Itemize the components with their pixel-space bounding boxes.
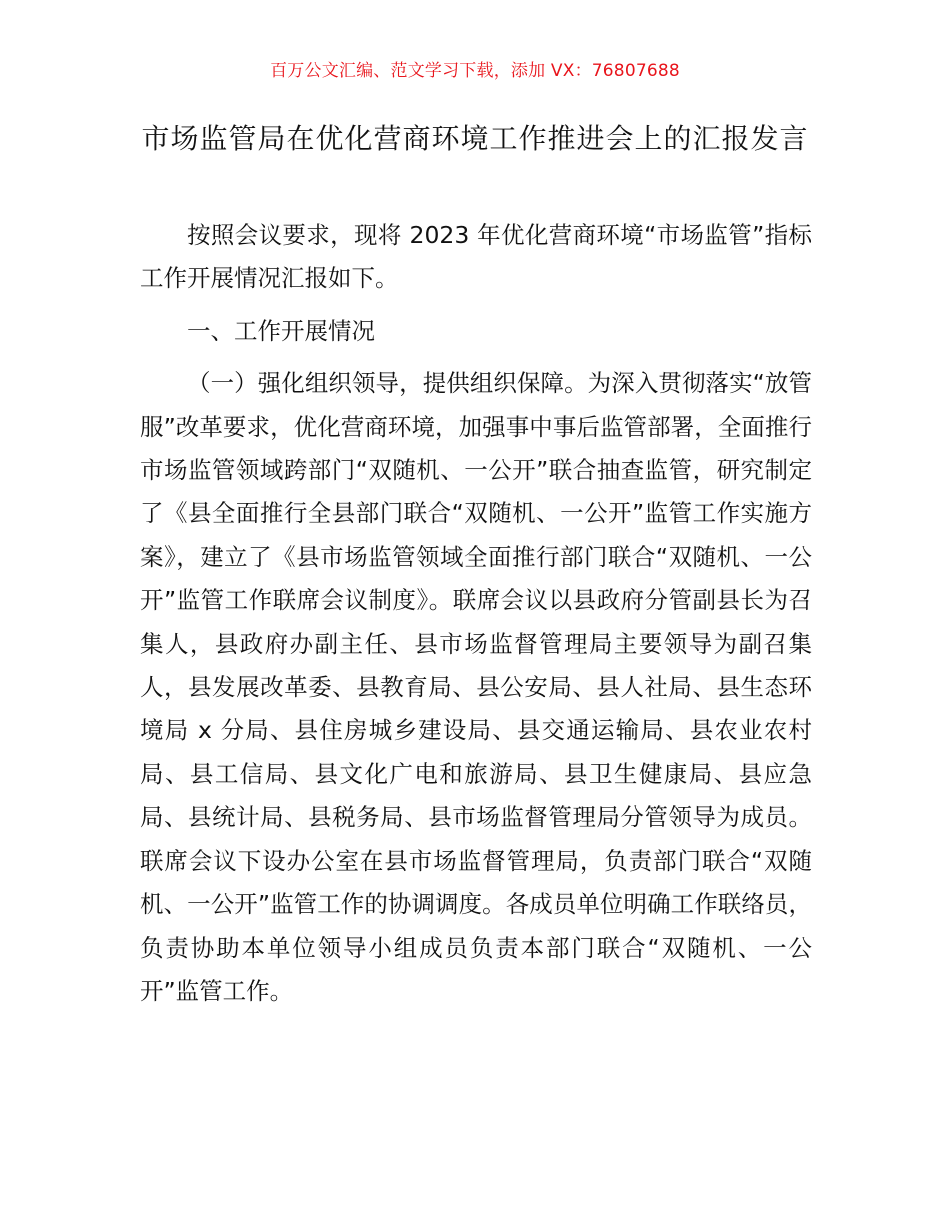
body-paragraph: （一）强化组织领导，提供组织保障。为深入贯彻落实“放管服”改革要求，优化营商环境，加强事中事后监管部署，全面推行市场监管领域跨部门“双随机、一公开”联合抽查监管，研究制定了《县全面推行全县部门联合“双随机、一公开”监管工作实施方案》，建立了《县市场监管领域全面推行部门联合“双随机、一公开”监管工作联席会议制度》。联席会议以县政府分管副县长为召集人，县政府办副主任、县市场监督管理局主要领导为副召集人，县发展改革委、县教育局、县公安局、县人社局、县生态环境局 x 分局、县住房城乡建设局、县交通运输局、县农业农村局、县工信局、县文化广电和旅游局、县卫生健康局、县应急局、县统计局、县税务局、县市场监督管理局分管领导为成员。联席会议下设办公室在县市场监督管理局，负责部门联合“双随机、一公开”监管工作的协调调度。各成员单位明确工作联络员，负责协助本单位领导小组成员负责本部门联合“双随机、一公开”监管工作。 — [140, 369, 812, 1005]
watermark-header: 百万公文汇编、范文学习下载，添加 VX：76807688 — [270, 61, 680, 81]
document-title: 市场监管局在优化营商环境工作推进会上的汇报发言 — [141, 122, 809, 155]
intro-paragraph: 按照会议要求，现将 2023 年优化营商环境“市场监管”指标工作开展情况汇报如下。 — [140, 221, 812, 293]
document-body — [140, 214, 812, 1013]
section-heading: 一、工作开展情况 — [187, 316, 375, 345]
